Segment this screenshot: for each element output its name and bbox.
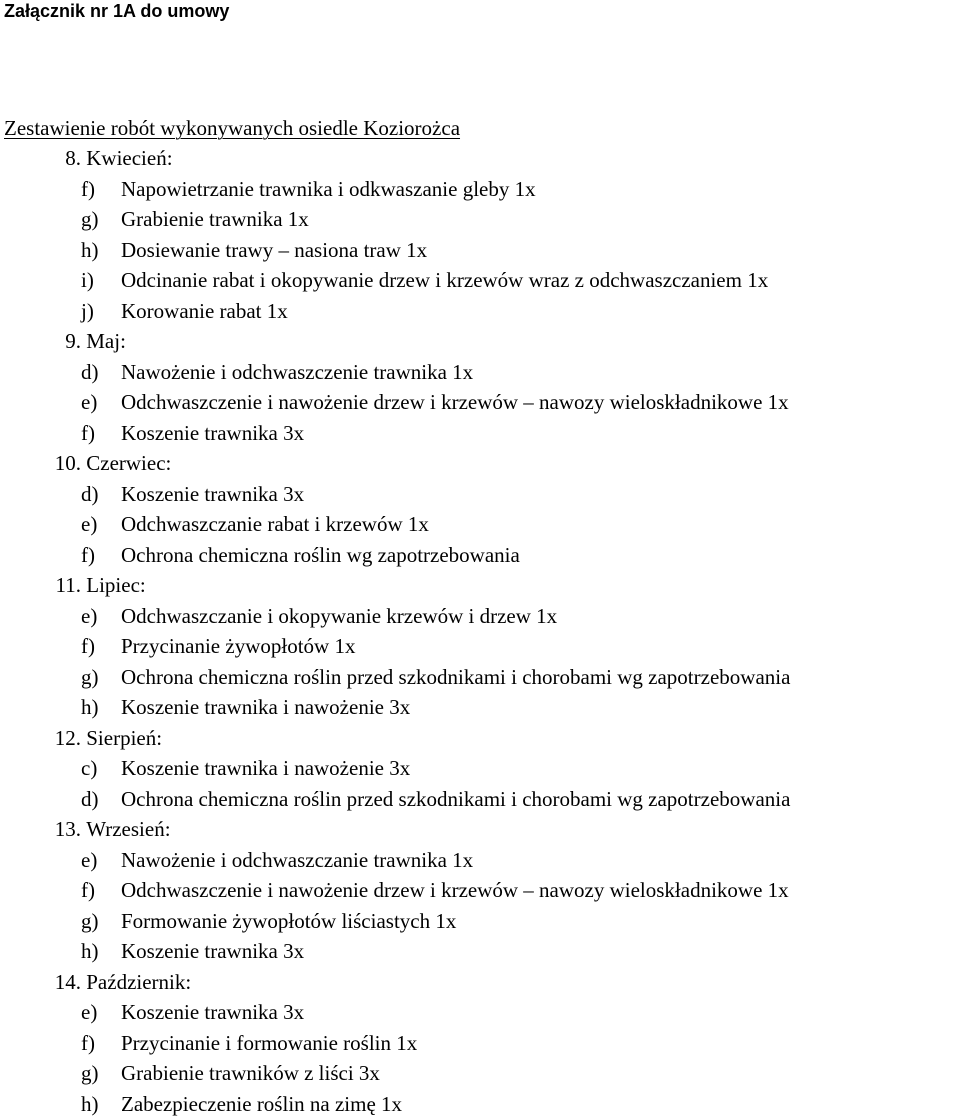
month-heading: [0, 723, 790, 754]
task-text: Odchwaszczenie i nawożenie drzew i krzewów – nawozy wieloskładnikowe 1x: [121, 875, 789, 906]
task-item: [0, 692, 790, 723]
task-letter: h): [0, 1089, 121, 1119]
month-name: Czerwiec:: [81, 448, 171, 479]
task-text: Odcinanie rabat i okopywanie drzew i krzewów wraz z odchwaszczaniem 1x: [121, 265, 768, 296]
month-name: Październik:: [81, 967, 191, 998]
task-letter: h): [0, 235, 121, 266]
task-text: Nawożenie i odchwaszczenie trawnika 1x: [121, 357, 473, 388]
task-text: Napowietrzanie trawnika i odkwaszanie gleby 1x: [121, 174, 536, 205]
task-letter: e): [0, 601, 121, 632]
task-item: [0, 875, 790, 906]
task-text: Koszenie trawnika 3x: [121, 479, 304, 510]
month-section: [0, 326, 790, 448]
task-text: Koszenie trawnika i nawożenie 3x: [121, 753, 410, 784]
task-item: [0, 235, 790, 266]
task-letter: i): [0, 265, 121, 296]
task-text: Nawożenie i odchwaszczanie trawnika 1x: [121, 845, 473, 876]
task-text: Koszenie trawnika i nawożenie 3x: [121, 692, 410, 723]
task-letter: d): [0, 357, 121, 388]
task-list: [0, 997, 790, 1119]
task-letter: c): [0, 753, 121, 784]
month-section: [0, 723, 790, 815]
task-letter: e): [0, 997, 121, 1028]
task-item: [0, 418, 790, 449]
task-item: [0, 296, 790, 327]
task-letter: g): [0, 906, 121, 937]
task-text: Koszenie trawnika 3x: [121, 997, 304, 1028]
month-name: Sierpień:: [81, 723, 162, 754]
month-number: 13.: [0, 814, 81, 845]
month-heading: [0, 143, 790, 174]
task-item: [0, 540, 790, 571]
task-letter: h): [0, 936, 121, 967]
task-letter: e): [0, 845, 121, 876]
task-item: [0, 1089, 790, 1119]
month-heading: [0, 448, 790, 479]
month-heading: [0, 814, 790, 845]
task-letter: d): [0, 479, 121, 510]
task-item: [0, 936, 790, 967]
task-list: [0, 174, 790, 327]
month-section: [0, 143, 790, 326]
task-letter: g): [0, 662, 121, 693]
document-title: Zestawienie robót wykonywanych osiedle Koziorożca: [4, 113, 460, 143]
task-letter: e): [0, 387, 121, 418]
task-item: [0, 357, 790, 388]
month-number: 8.: [0, 143, 81, 174]
task-text: Przycinanie żywopłotów 1x: [121, 631, 355, 662]
month-number: 14.: [0, 967, 81, 998]
month-name: Lipiec:: [81, 570, 146, 601]
task-letter: j): [0, 296, 121, 327]
task-letter: h): [0, 692, 121, 723]
task-letter: f): [0, 1028, 121, 1059]
month-section: [0, 967, 790, 1119]
month-name: Wrzesień:: [81, 814, 171, 845]
month-heading: [0, 570, 790, 601]
task-letter: g): [0, 204, 121, 235]
task-letter: e): [0, 509, 121, 540]
task-text: Odchwaszczenie i nawożenie drzew i krzewów – nawozy wieloskładnikowe 1x: [121, 387, 789, 418]
task-letter: f): [0, 631, 121, 662]
task-item: [0, 631, 790, 662]
task-text: Koszenie trawnika 3x: [121, 418, 304, 449]
month-heading: [0, 326, 790, 357]
task-letter: f): [0, 174, 121, 205]
month-schedule: [0, 143, 790, 1119]
task-text: Korowanie rabat 1x: [121, 296, 288, 327]
task-text: Zabezpieczenie roślin na zimę 1x: [121, 1089, 402, 1119]
task-letter: f): [0, 418, 121, 449]
month-number: 12.: [0, 723, 81, 754]
month-number: 11.: [0, 570, 81, 601]
task-text: Odchwaszczanie rabat i krzewów 1x: [121, 509, 429, 540]
task-text: Grabienie trawnika 1x: [121, 204, 309, 235]
task-list: [0, 479, 790, 571]
task-item: [0, 906, 790, 937]
month-name: Kwiecień:: [81, 143, 173, 174]
task-item: [0, 265, 790, 296]
month-number: 9.: [0, 326, 81, 357]
task-letter: d): [0, 784, 121, 815]
month-heading: [0, 967, 790, 998]
task-item: [0, 601, 790, 632]
task-item: [0, 662, 790, 693]
task-item: [0, 845, 790, 876]
task-item: [0, 997, 790, 1028]
task-item: [0, 1058, 790, 1089]
month-number: 10.: [0, 448, 81, 479]
task-letter: f): [0, 540, 121, 571]
task-item: [0, 479, 790, 510]
task-item: [0, 1028, 790, 1059]
month-name: Maj:: [81, 326, 126, 357]
task-letter: f): [0, 875, 121, 906]
task-text: Ochrona chemiczna roślin przed szkodnikami i chorobami wg zapotrzebowania: [121, 662, 790, 693]
task-list: [0, 357, 790, 449]
task-text: Odchwaszczanie i okopywanie krzewów i drzew 1x: [121, 601, 557, 632]
task-text: Ochrona chemiczna roślin wg zapotrzebowania: [121, 540, 520, 571]
task-text: Formowanie żywopłotów liściastych 1x: [121, 906, 456, 937]
task-item: [0, 387, 790, 418]
task-item: [0, 784, 790, 815]
task-text: Dosiewanie trawy – nasiona traw 1x: [121, 235, 427, 266]
task-item: [0, 753, 790, 784]
month-section: [0, 570, 790, 723]
task-item: [0, 204, 790, 235]
task-text: Koszenie trawnika 3x: [121, 936, 304, 967]
task-text: Przycinanie i formowanie roślin 1x: [121, 1028, 417, 1059]
task-letter: g): [0, 1058, 121, 1089]
task-item: [0, 509, 790, 540]
task-text: Grabienie trawników z liści 3x: [121, 1058, 380, 1089]
annex-label: Załącznik nr 1A do umowy: [4, 0, 229, 22]
task-list: [0, 601, 790, 723]
month-section: [0, 448, 790, 570]
month-section: [0, 814, 790, 967]
task-list: [0, 753, 790, 814]
task-item: [0, 174, 790, 205]
task-list: [0, 845, 790, 967]
task-text: Ochrona chemiczna roślin przed szkodnikami i chorobami wg zapotrzebowania: [121, 784, 790, 815]
